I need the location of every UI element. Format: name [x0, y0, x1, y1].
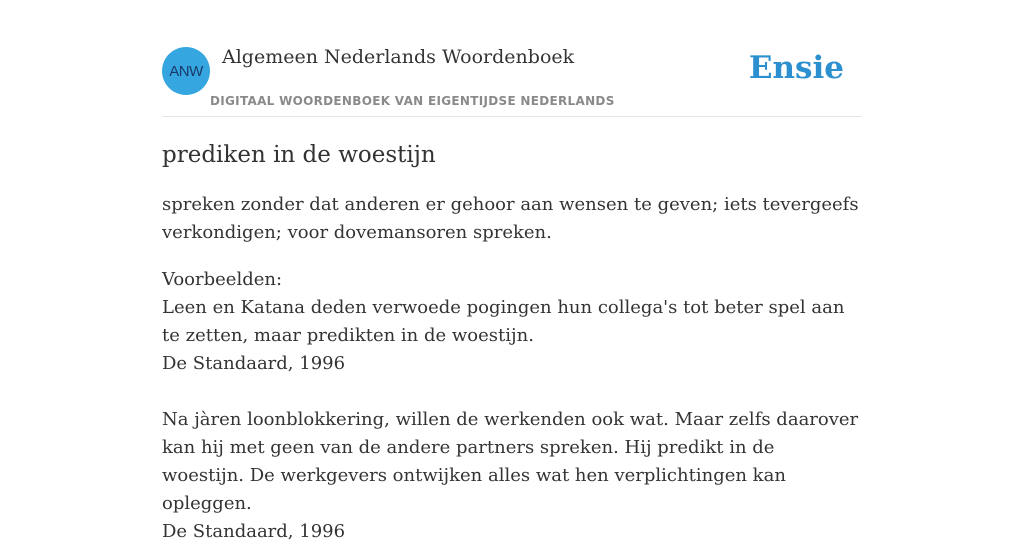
- dictionary-title[interactable]: Algemeen Nederlands Woordenboek: [222, 46, 575, 68]
- example-source: De Standaard, 1996: [162, 521, 346, 542]
- example-text: Leen en Katana deden verwoede pogingen hun collega's tot beter spel aan te zetten, maar predikten in de woestijn.: [162, 297, 845, 346]
- examples-label: Voorbeelden:: [162, 269, 283, 290]
- anw-logo[interactable]: ANW: [162, 47, 210, 95]
- example-source: De Standaard, 1996: [162, 353, 346, 374]
- example-item: [162, 294, 862, 378]
- site-header: [162, 40, 862, 117]
- ensie-logo-link[interactable]: Ensie: [748, 50, 844, 86]
- entry-content: [162, 139, 862, 546]
- dictionary-subtitle: DIGITAAL WOORDENBOEK VAN EIGENTIJDSE NEDERLANDS: [210, 94, 615, 108]
- example-text: Na jàren loonblokkering, willen de werkenden ook wat. Maar zelfs daarover kan hij met geen van de andere partners spreken. Hij predikt in de woestijn. De werkgevers ontwijken alles wat hen verplichtingen kan opleggen.: [162, 409, 859, 514]
- entry-term: prediken in de woestijn: [162, 142, 436, 168]
- entry-definition: spreken zonder dat anderen er gehoor aan wensen te geven; iets tevergeefs verkondigen; voor dovemansoren spreken.: [162, 194, 859, 243]
- example-item: [162, 406, 862, 546]
